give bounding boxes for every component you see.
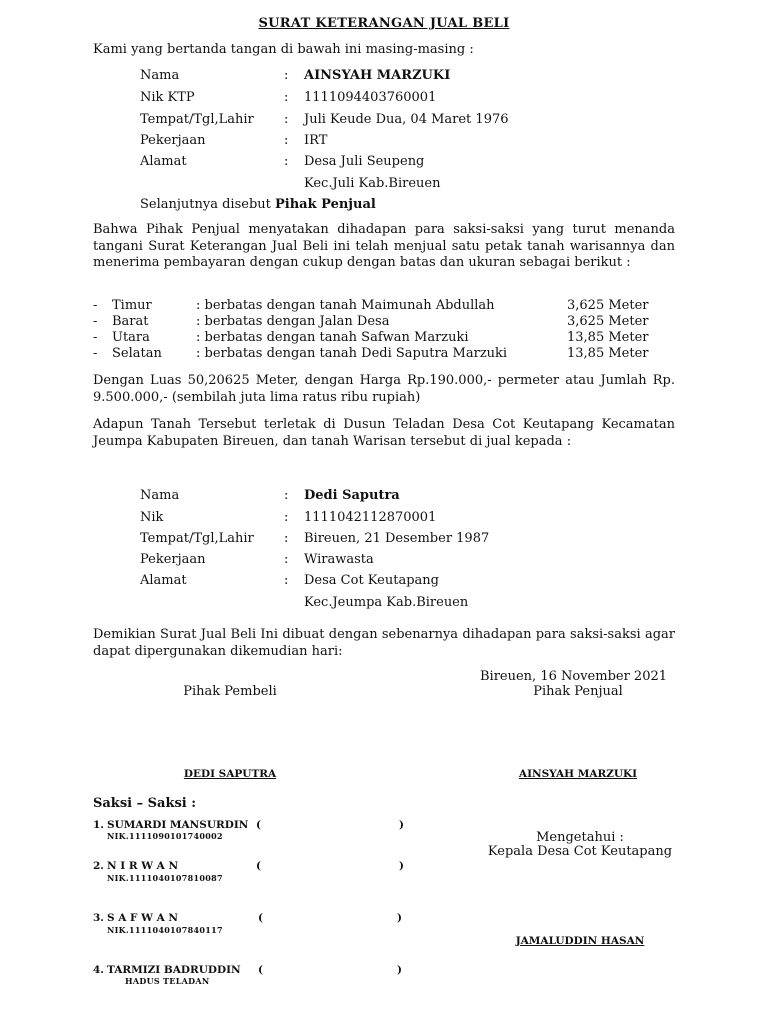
- seller-job: IRT: [304, 133, 328, 148]
- place-date: Bireuen, 16 November 2021: [480, 669, 668, 684]
- location-paragraph: Adapun Tanah Tersebut terletak di Dusun Teladan Desa Cot Keutapang Kecamatan Jeumpa Kabupaten Bireuen, dan tanah Warisan tersebut di jual kepada :: [93, 417, 675, 449]
- boundary-size: 13,85 Meter: [567, 346, 649, 361]
- seller-signature-name: AINSYAH MARZUKI: [518, 768, 638, 780]
- boundary-desc: : berbatas dengan tanah Safwan Marzuki: [196, 330, 469, 345]
- witness-nik: NIK.1111090101740002: [107, 831, 223, 841]
- boundary-side: Timur: [112, 298, 152, 313]
- buyer-label-nik: Nik: [140, 510, 164, 525]
- boundary-side: Selatan: [112, 346, 162, 361]
- seller-label-name: Nama: [140, 68, 180, 83]
- boundary-desc: : berbatas dengan tanah Maimunah Abdullah: [196, 298, 495, 313]
- witness-sign-open: (: [256, 819, 261, 831]
- seller-label-birth: Tempat/Tgl,Lahir: [140, 112, 254, 127]
- hereafter-prefix: Selanjutnya disebut: [140, 197, 276, 212]
- boundary-dash: -: [93, 298, 98, 313]
- seller-name: AINSYAH MARZUKI: [304, 68, 451, 83]
- witness-name: SUMARDI MANSURDIN: [107, 819, 249, 831]
- buyer-label-birth: Tempat/Tgl,Lahir: [140, 531, 254, 546]
- buyer-address: Desa Cot Keutapang: [304, 573, 439, 588]
- buyer-nik: 1111042112870001: [304, 510, 437, 525]
- seller-colon: :: [284, 90, 289, 105]
- seller-nik: 1111094403760001: [304, 90, 437, 105]
- buyer-label-job: Pekerjaan: [140, 552, 206, 567]
- boundary-size: 3,625 Meter: [567, 314, 649, 329]
- village-head-name: JAMALUDDIN HASAN: [515, 935, 645, 947]
- boundary-dash: -: [93, 346, 98, 361]
- buyer-label-address: Alamat: [140, 573, 187, 588]
- witness-nik: NIK.1111040107810087: [107, 873, 223, 883]
- document-title: SURAT KETERANGAN JUAL BELI: [258, 16, 510, 31]
- witness-name: TARMIZI BADRUDDIN: [107, 964, 241, 976]
- seller-hereafter: [140, 197, 376, 213]
- witness-sign-open: (: [256, 860, 261, 872]
- witness-sign-open: (: [258, 912, 263, 924]
- seller-address: Desa Juli Seupeng: [304, 154, 425, 169]
- witnesses-title: Saksi – Saksi :: [93, 796, 197, 811]
- acknowledge-label: Mengetahui :: [536, 830, 624, 845]
- buyer-party-label: Pihak Pembeli: [183, 684, 277, 699]
- boundary-desc: : berbatas dengan tanah Dedi Saputra Marzuki: [196, 346, 508, 361]
- seller-colon: :: [284, 154, 289, 169]
- area-price-paragraph: Dengan Luas 50,20625 Meter, dengan Harga Rp.190.000,- permeter atau Jumlah Rp. 9.500.000,- (sembilah juta lima ratus ribu rupiah): [93, 373, 675, 405]
- witness-sign-open: (: [258, 964, 263, 976]
- seller-colon: :: [284, 68, 289, 83]
- boundary-dash: -: [93, 314, 98, 329]
- witness-sign-close: ): [399, 819, 404, 831]
- buyer-name: Dedi Saputra: [304, 488, 400, 503]
- seller-party-label: Pihak Penjual: [533, 684, 623, 699]
- buyer-job: Wirawasta: [304, 552, 374, 567]
- witness-sign-close: ): [397, 964, 402, 976]
- seller-colon: :: [284, 112, 289, 127]
- witness-number: 4.: [93, 964, 104, 976]
- buyer-colon: :: [284, 531, 289, 546]
- intro-text: Kami yang bertanda tangan di bawah ini masing-masing :: [93, 42, 474, 57]
- witness-number: 2.: [93, 860, 104, 872]
- buyer-colon: :: [284, 488, 289, 503]
- boundary-side: Barat: [112, 314, 149, 329]
- seller-birth: Juli Keude Dua, 04 Maret 1976: [304, 112, 509, 127]
- buyer-address-line2: Kec.Jeumpa Kab.Bireuen: [304, 595, 469, 610]
- hereafter-role: Pihak Penjual: [275, 197, 376, 212]
- buyer-colon: :: [284, 552, 289, 567]
- buyer-signature-name: DEDI SAPUTRA: [183, 768, 277, 780]
- witness-role: HADUS TELADAN: [125, 976, 210, 986]
- seller-label-nik: Nik KTP: [140, 90, 195, 105]
- seller-label-address: Alamat: [140, 154, 187, 169]
- witness-nik: NIK.1111040107840117: [107, 925, 223, 935]
- seller-address-line2: Kec.Juli Kab.Bireuen: [304, 176, 441, 191]
- witness-name: S A F W A N: [107, 912, 178, 924]
- buyer-label-name: Nama: [140, 488, 180, 503]
- witness-number: 3.: [93, 912, 104, 924]
- witness-sign-close: ): [399, 860, 404, 872]
- buyer-birth: Bireuen, 21 Desember 1987: [304, 531, 490, 546]
- boundary-desc: : berbatas dengan Jalan Desa: [196, 314, 390, 329]
- buyer-colon: :: [284, 510, 289, 525]
- boundary-size: 3,625 Meter: [567, 298, 649, 313]
- witness-name: N I R W A N: [107, 860, 179, 872]
- closing-paragraph: Demikian Surat Jual Beli Ini dibuat dengan sebenarnya dihadapan para saksi-saksi agar dapat dipergunakan dikemudian hari:: [93, 627, 675, 659]
- boundary-dash: -: [93, 330, 98, 345]
- seller-label-job: Pekerjaan: [140, 133, 206, 148]
- boundary-size: 13,85 Meter: [567, 330, 649, 345]
- statement-paragraph: Bahwa Pihak Penjual menyatakan dihadapan para saksi-saksi yang turut menanda tangani Surat Keterangan Jual Beli ini telah menjual satu petak tanah warisannya dan menerima pembayaran dengan cukup dengan batas dan ukuran sebagai berikut :: [93, 222, 675, 270]
- acknowledge-role: Kepala Desa Cot Keutapang: [487, 844, 673, 859]
- witness-number: 1.: [93, 819, 104, 831]
- seller-colon: :: [284, 133, 289, 148]
- boundary-side: Utara: [112, 330, 150, 345]
- buyer-colon: :: [284, 573, 289, 588]
- witness-sign-close: ): [397, 912, 402, 924]
